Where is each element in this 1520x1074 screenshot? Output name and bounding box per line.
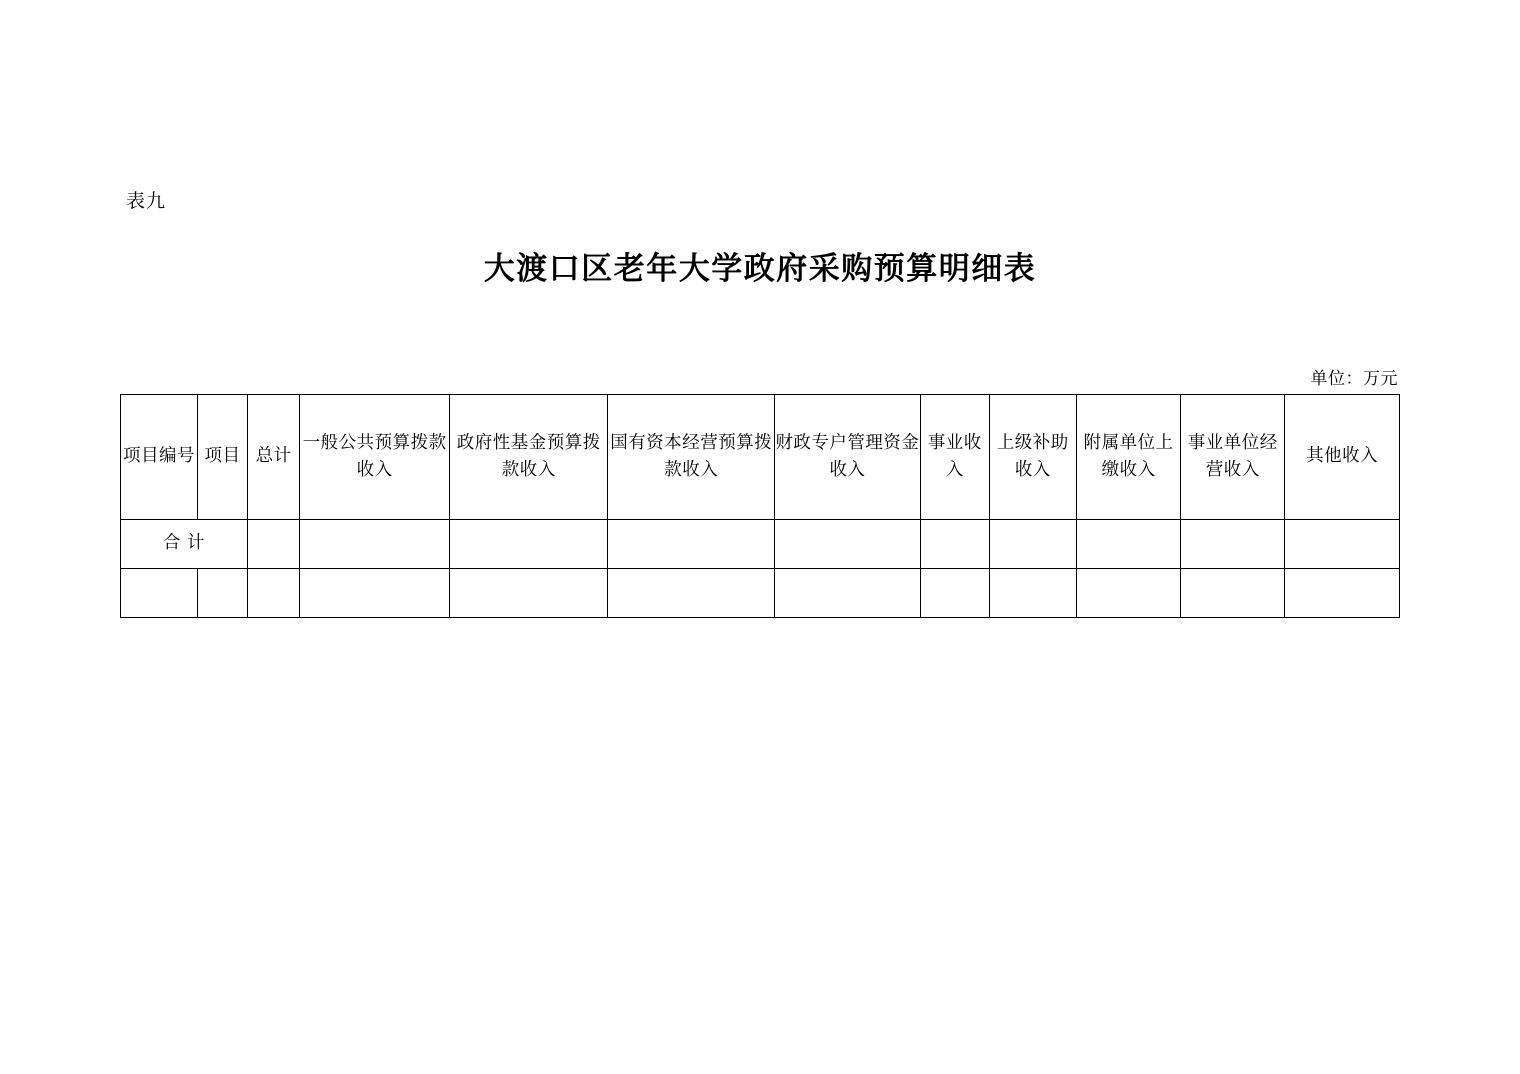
- column-header-state-capital-operating-budget: 国有资本经营预算拨款收入: [608, 395, 775, 520]
- column-header-superior-subsidy-income: 上级补助收入: [989, 395, 1076, 520]
- row-label-total: 合 计: [121, 520, 248, 569]
- cell-general-public-budget[interactable]: [300, 520, 450, 569]
- column-header-project: 项目: [198, 395, 248, 520]
- column-header-government-fund-budget: 政府性基金预算拨款收入: [450, 395, 608, 520]
- table-row: [121, 569, 1400, 618]
- column-header-institution-operating-income: 事业单位经营收入: [1181, 395, 1285, 520]
- column-header-project-code: 项目编号: [121, 395, 198, 520]
- cell-business-income[interactable]: [920, 520, 989, 569]
- column-header-business-income: 事业收入: [920, 395, 989, 520]
- cell-affiliated-unit-payment[interactable]: [1077, 569, 1181, 618]
- unit-note: 单位：万元: [1310, 369, 1398, 389]
- cell-government-fund-budget[interactable]: [450, 569, 608, 618]
- form-number-label: 表九: [126, 190, 167, 212]
- cell-general-public-budget[interactable]: [300, 569, 450, 618]
- cell-superior-subsidy-income[interactable]: [989, 520, 1076, 569]
- column-header-total: 总计: [248, 395, 300, 520]
- cell-business-income[interactable]: [920, 569, 989, 618]
- cell-fiscal-special-account[interactable]: [775, 520, 921, 569]
- cell-project-code[interactable]: [121, 569, 198, 618]
- column-header-general-public-budget: 一般公共预算拨款收入: [300, 395, 450, 520]
- column-header-other-income: 其他收入: [1285, 395, 1400, 520]
- cell-state-capital-operating-budget[interactable]: [608, 520, 775, 569]
- column-header-affiliated-unit-payment: 附属单位上缴收入: [1077, 395, 1181, 520]
- cell-other-income[interactable]: [1285, 520, 1400, 569]
- page-title: 大渡口区老年大学政府采购预算明细表: [483, 251, 1037, 287]
- cell-affiliated-unit-payment[interactable]: [1077, 520, 1181, 569]
- table-header-row: [121, 395, 1400, 520]
- table-row: [121, 520, 1400, 569]
- cell-state-capital-operating-budget[interactable]: [608, 569, 775, 618]
- cell-government-fund-budget[interactable]: [450, 520, 608, 569]
- cell-institution-operating-income[interactable]: [1181, 520, 1285, 569]
- cell-superior-subsidy-income[interactable]: [989, 569, 1076, 618]
- cell-project[interactable]: [198, 569, 248, 618]
- cell-institution-operating-income[interactable]: [1181, 569, 1285, 618]
- procurement-budget-table: [120, 394, 1400, 618]
- cell-total[interactable]: [248, 520, 300, 569]
- column-header-fiscal-special-account: 财政专户管理资金收入: [775, 395, 921, 520]
- cell-fiscal-special-account[interactable]: [775, 569, 921, 618]
- cell-total[interactable]: [248, 569, 300, 618]
- cell-other-income[interactable]: [1285, 569, 1400, 618]
